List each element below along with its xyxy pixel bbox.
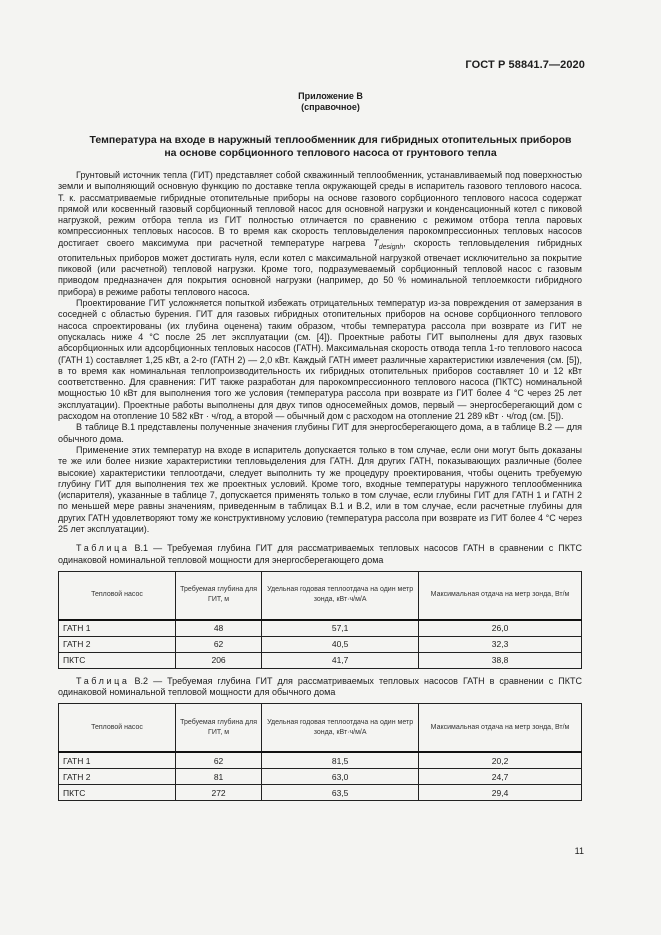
- table-2-caption: [58, 676, 582, 699]
- table-row: ГАТН 2 62 40,5 32,3: [59, 636, 582, 652]
- table-1-caption-text: В.1 — Требуемая глубина ГИТ для рассматриваемых тепловых насосов ГАТН в сравнении с ПКТС одинаковой номинальной тепловой мощности для энергосберегающего дома: [58, 543, 582, 565]
- table-row: ПКТС 272 63,5 29,4: [59, 785, 582, 801]
- table-1-caption-label: Таблица: [76, 543, 130, 554]
- paragraph-1: [58, 170, 582, 298]
- appendix-label: Приложение В: [298, 91, 363, 101]
- design-temperature-symbol: $T_{designh}$: [373, 237, 404, 251]
- page-number: 11: [574, 846, 584, 856]
- table-1-header-depth: Требуемая глубина для ГИТ, м: [175, 571, 261, 620]
- table-2-header-pump: Тепловой насос: [59, 704, 176, 753]
- table-2-header-depth: Требуемая глубина для ГИТ, м: [175, 704, 261, 753]
- paragraph-4: Применение этих температур на входе в испаритель допускается только в том случае, если они могут быть доказаны те же или более низкие характеристики тепловыделения для ГАТН. Для других ГАТН, показывающих различные (более высокие) характеристики теплоотдачи, следует выполнить ту же процедуру проектирования, чтобы оценить требуемую глубину ГИТ для выполнения тех же проектных условий. Кроме того, входные температуры наружного теплообменника (испарителя), указанные в таблице 7, допускается применять только в том случае, если глубины ГИТ для ГАТН 1 и ГАТН 2 по меньшей мере равны значениям, приведенным в таблицах В.1 и В.2, или в том случае, если расчетные глубины для других ГАТН удовлетворяют тому же конструктивному условию (температура рассола при возврате из ГИТ более 4 °С через 25 лет эксплуатации).: [58, 444, 582, 534]
- appendix-heading: [0, 91, 661, 113]
- table-2-caption-label: Таблица: [76, 675, 130, 686]
- section-title: [55, 134, 606, 160]
- table-2-header-annual: Удельная годовая теплоотдача на один метр зонда, кВт·ч/м/А: [262, 704, 419, 753]
- table-1-caption: [58, 543, 582, 566]
- section-title-line-1: Температура на входе в наружный теплообменник для гибридных отопительных приборов: [89, 134, 572, 146]
- section-title-line-2: на основе сорбционного теплового насоса от грунтового тепла: [164, 147, 497, 159]
- table-1-header-annual: Удельная годовая теплоотдача на один метр зонда, кВт·ч/м/А: [262, 571, 419, 620]
- table-1-header-max: Максимальная отдача на метр зонда, Вт/м: [419, 571, 582, 620]
- table-row: ПКТС 206 41,7 38,8: [59, 652, 582, 668]
- paragraph-1-rest: , скорость тепловыделения гибридных отопительных приборов может достигать нуля, если котел с максимальной нагрузкой отвечает исключительно за покрытие пиковой (или расчетной) тепловой нагрузки. Кроме того, подразумеваемый сорбционный тепловой насос с газовым приводом предназначен для покрытия основной нагрузки (например, до 50 % номинальной теплоемкости гибридного прибора) в режиме работы теплового насоса.: [58, 237, 582, 297]
- table-row: ГАТН 1 48 57,1 26,0: [59, 620, 582, 637]
- paragraph-1-main: Грунтовый источник тепла (ГИТ) представляет собой скважинный теплообменник, устанавливаемый под поверхностью земли и выполняющий основную функцию по доставке тепла окружающей среды в испаритель газового теплового насоса. Т. к. рассматриваемые гибридные отопительные приборы на основе газового сорбционного теплового насоса содержат прямой или косвенный газовый сорбционный тепловой насос для основной нагрузки и конденсационный котел с пиковой нагрузкой, режим отбора тепла из ГИТ полностью отличается по сравнению с режимом отбора тепла паровых компрессионных тепловых насосов. В то время как скорость тепловыделения парокомпрессионных тепловых насосов достигает своего максимума при расчетной температуре нагрева: [58, 170, 582, 248]
- table-row: ГАТН 2 81 63,0 24,7: [59, 769, 582, 785]
- table-2: [58, 703, 582, 801]
- table-2-caption-text: В.2 — Требуемая глубина ГИТ для рассматриваемых тепловых насосов ГАТН в сравнении с ПКТС одинаковой номинальной тепловой мощности для обычного дома: [58, 675, 582, 698]
- table-row: ГАТН 1 62 81,5 20,2: [59, 752, 582, 769]
- table-1-header-row: [59, 571, 582, 620]
- appendix-type: (справочное): [301, 102, 360, 112]
- standard-code: ГОСТ Р 58841.7—2020: [465, 59, 585, 71]
- table-1-header-pump: Тепловой насос: [59, 571, 176, 620]
- body-text: [58, 170, 582, 801]
- table-2-header-max: Максимальная отдача на метр зонда, Вт/м: [419, 704, 582, 753]
- table-2-header-row: [59, 704, 582, 753]
- table-1: [58, 571, 582, 669]
- paragraph-3: В таблице В.1 представлены полученные значения глубины ГИТ для энергосберегающего дома, а в таблице В.2 — для обычного дома.: [58, 422, 582, 444]
- paragraph-2: Проектирование ГИТ усложняется попыткой избежать отрицательных температур из-за повреждения от замерзания в соседней с областью бурения. ГИТ для газовых гибридных отопительных приборов на основе сорбционного теплового насоса спроектированы (их глубина оценена) таким образом, чтобы температура рассола при возврате из ГИТ не опускалась ниже 4 °С после 25 лет эксплуатации (см. [4]). Проектные работы ГИТ выполнены для двух газовых абсорбционных или адсорбционных тепловых насосов (ГАТН). Максимальная скорость отвода тепла 1-го теплового насоса (ГАТН 1) составляет 1,25 кВт, а 2-го (ГАТН 2) — 2,0 кВт. Каждый ГАТН имеет различные характеристики извлечения (см. [5]), в то время как номинальная теплопроизводительность их гибридных отопительных приборов составляет 10 и 12 кВт соответственно. Для сравнения: ГИТ также разработан для парокомпрессионного теплового насоса (ПКТС) номинальной мощностью 10 кВт для выполнения того же условия (температура рассола при возврате из ГИТ более 4 °С через 25 лет эксплуатации). Проектные работы выполнены для двух типов односемейных домов, первый — энергосберегающий дом с расходом на отопление 10 582 кВт · ч/год, а второй — обычный дом с расходом на отопление 21 289 кВт · ч/год (см. [5]).: [58, 298, 582, 422]
